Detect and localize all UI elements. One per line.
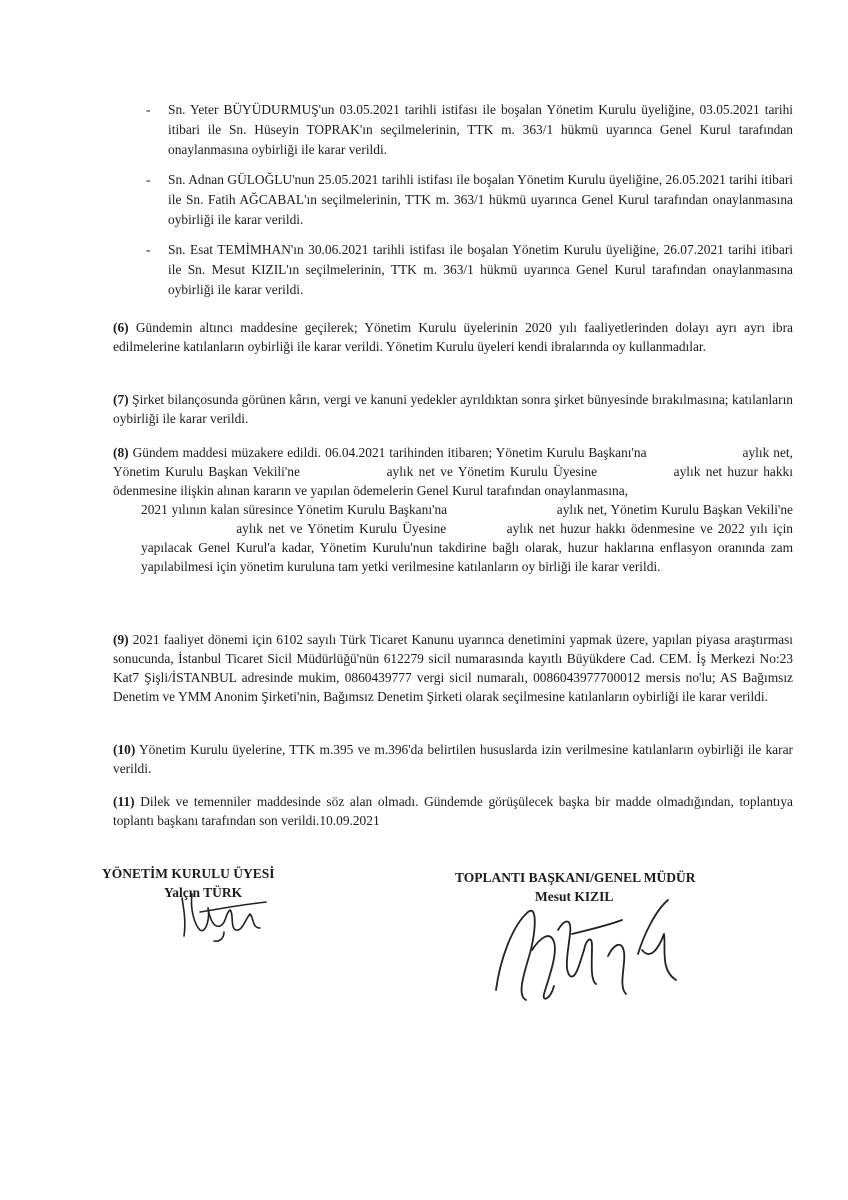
- signatory-name: Yalçın TÜRK: [164, 885, 243, 900]
- item-text: 2021 yılının kalan süresince Yönetim Kurulu Başkanı'na: [141, 502, 448, 517]
- item-text: 2021 faaliyet dönemi için 6102 sayılı Türk Ticaret Kanunu uyarınca denetimini yapmak üzere, yapılan piyasa araştırması sonucunda, İstanbul Ticaret Sicil Müdürlüğü'nün 612279 sicil numarasında kayıtlı Büyükdere Cad. CEM. İş Merkezi No:23 Kat7 Şişli/İSTANBUL adresinde mukim, 0860439777 vergi sicil numaralı, 0086043977700012 mersis no'lu; AS Bağımsız Denetim ve YMM Anonim Şirketi'nin, Bağımsız Denetim Şirketi olarak seçilmesine katılanların oybirliği ile karar verildi.: [113, 632, 793, 704]
- bullet-dash: -: [146, 102, 151, 117]
- item-text: aylık net ve Yönetim Kurulu Üyesine: [236, 521, 447, 536]
- item-text: Yönetim Kurulu üyelerine, TTK m.395 ve m.396'da belirtilen hususlarda izin verilmesine katılanların oybirliği ile karar verildi.: [113, 742, 793, 776]
- item-text: Gündemin altıncı maddesine geçilerek; Yönetim Kurulu üyelerinin 2020 yılı faaliyetlerinden dolayı ayrı ayrı ibra edilmelerine katılanların oybirliği ile karar verildi. Yönetim Kurulu üyeleri kendi ibralarında oy kullanmadılar.: [113, 320, 793, 354]
- bullet-text: Sn. Adnan GÜLOĞLU'nun 25.05.2021 tarihli istifası ile boşalan Yönetim Kurulu üyeliğine, 26.05.2021 tarihi itibari ile Sn. Fatih AĞCABAL'ın seçilmelerinin, TTK m. 363/1 hükmü uyarınca Genel Kurul tarafından onaylanmasına oybirliği ile karar verildi.: [168, 172, 793, 227]
- agenda-item-8: [113, 443, 793, 576]
- bullet-text: Sn. Esat TEMİMHAN'ın 30.06.2021 tarihli istifası ile boşalan Yönetim Kurulu üyeliğine, 26.07.2021 tarihi itibari ile Sn. Mesut KIZIL'ın seçilmelerinin, TTK m. 363/1 hükmü uyarınca Genel Kurul tarafından onaylanmasına oybirliği ile karar verildi.: [168, 242, 793, 297]
- item-number: (11): [113, 794, 135, 809]
- handwritten-signature-left: [170, 884, 280, 944]
- handwritten-signature-right: [488, 890, 688, 1010]
- bullet-item: [146, 100, 793, 160]
- signatory-name: Mesut KIZIL: [535, 889, 614, 904]
- item-number: (6): [113, 320, 129, 335]
- agenda-item-6: [113, 318, 793, 356]
- item-text: aylık net, Yönetim Kurulu Başkan Vekili'ne: [556, 502, 793, 517]
- bullet-dash: -: [146, 172, 151, 187]
- agenda-item-11: [113, 792, 793, 830]
- item-number: (7): [113, 392, 129, 407]
- item-number: (10): [113, 742, 136, 757]
- agenda-item-9: [113, 630, 793, 706]
- bullet-item: [146, 170, 793, 230]
- agenda-item-7: [113, 390, 793, 428]
- item-text: aylık net huzur hakkı ödenmesine ve 2022 yılı için yapılacak Genel Kurul'a kadar, Yönetim Kurulu'nun takdirine bağlı olarak, huzur haklarına enflasyon oranında zam yapılabilmesi için yönetim kuruluna tam yetki verilmesine katılanların oy birliği ile karar verildi.: [141, 521, 793, 574]
- item-text: aylık net huzur hakkı ödenmesine ilişkin alınan kararın ve yapılan ödemelerin Genel Kurul tarafından onaylanmasına,: [113, 464, 793, 498]
- item-text: aylık net, Yönetim Kurulu Başkan Vekili'ne: [113, 445, 793, 479]
- item-text: aylık net ve Yönetim Kurulu Üyesine: [386, 464, 598, 479]
- item-text: Şirket bilançosunda görünen kârın, vergi ve kanuni yedekler ayrıldıktan sonra şirket bünyesinde bırakılmasına; katılanların oybirliği ile karar verildi.: [113, 392, 793, 426]
- signatory-title: TOPLANTI BAŞKANI/GENEL MÜDÜR: [455, 870, 696, 885]
- item-8-paragraph-2: [113, 500, 793, 576]
- item-text: Gündem maddesi müzakere edildi. 06.04.2021 tarihinden itibaren; Yönetim Kurulu Başkanı'na: [132, 445, 647, 460]
- signatory-title: YÖNETİM KURULU ÜYESİ: [102, 866, 275, 881]
- bullet-text: Sn. Yeter BÜYÜDURMUŞ'un 03.05.2021 tarihli istifası ile boşalan Yönetim Kurulu üyeliğine, 03.05.2021 tarihi itibari ile Sn. Hüseyin TOPRAK'ın seçilmelerinin, TTK m. 363/1 hükmü uyarınca Genel Kurul tarafından onaylanmasına oybirliği ile karar verildi.: [168, 102, 793, 157]
- item-number: (9): [113, 632, 129, 647]
- agenda-item-10: [113, 740, 793, 778]
- bullet-dash: -: [146, 242, 151, 257]
- item-number: (8): [113, 445, 129, 460]
- bullet-item: [146, 240, 793, 300]
- item-text: Dilek ve temenniler maddesinde söz alan olmadı. Gündemde görüşülecek başka bir madde olmadığından, toplantıya toplantı başkanı tarafından son verildi.10.09.2021: [113, 794, 793, 828]
- item-8-paragraph-1: [113, 443, 793, 500]
